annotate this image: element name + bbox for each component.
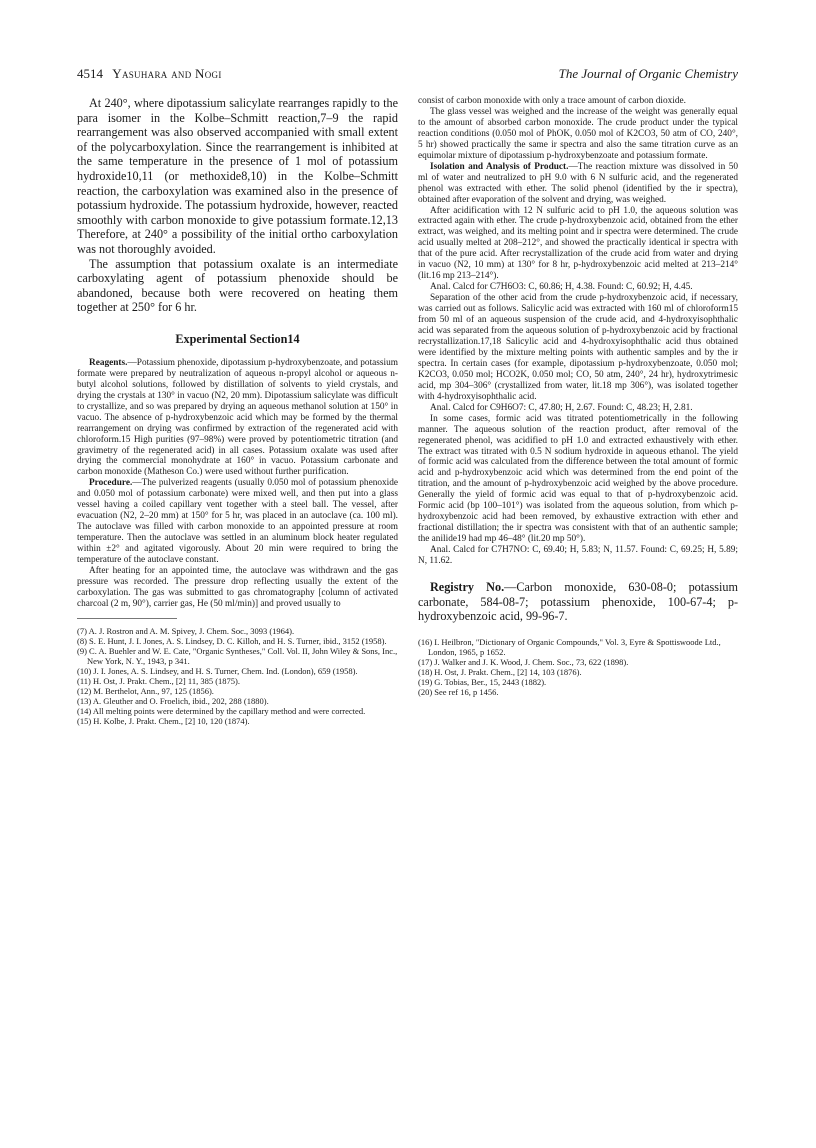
isolation-text: —The reaction mixture was dissolved in 50 ml of water and neutralized to pH 9.0 with 6 N sulfuric acid, and the regenerated phenol was extracted with ether. The solid phenol (identified by the ir spectra), obtained after evaporation of the solvent and drying, was weighed.	[418, 161, 738, 205]
reference-item: (18) H. Ost, J. Prakt. Chem., [2] 14, 103 (1876).	[418, 666, 582, 677]
left-column	[77, 96, 398, 726]
registry-label: Registry No.	[430, 579, 505, 594]
reference-item: (16) I. Heilbron, "Dictionary of Organic Compounds," Vol. 3, Eyre & Spottiswoode Ltd., London, 1965, p 1652.	[418, 636, 721, 657]
reference-item: (17) J. Walker and J. K. Wood, J. Chem. Soc., 73, 622 (1898).	[418, 656, 629, 667]
registry-paragraph	[418, 580, 738, 624]
reference-item: (20) See ref 16, p 1456.	[418, 686, 499, 697]
oxalate-paragraph: The assumption that potassium oxalate is an intermediate carboxylating agent of potassium phenoxide should be abandoned, because both were recovered on heating them together at 250° for 6 hr.	[77, 256, 398, 315]
registry-text: —Carbon monoxide, 630-08-0; potassium carbonate, 584-08-7; potassium phenoxide, 100-67-4; p-hydroxybenzoic acid, 99-96-7.	[418, 579, 739, 624]
glass-vessel-paragraph: The glass vessel was weighed and the increase of the weight was generally equal to the amount of absorbed carbon monoxide. The crude product under the typical reaction conditions (0.050 mol of PhOK, 0.050 mol of K2CO3, 50 atm of CO, 240°, 5 hr) showed practically the same ir spectra and also the same titration curve as an equimolar mixture of dipotassium p-hydroxybenzoate and potassium formate.	[418, 106, 738, 161]
analysis-2: Anal. Calcd for C9H6O7: C, 47.80; H, 2.67. Found: C, 48.23; H, 2.81.	[430, 402, 693, 413]
acidification-paragraph: After acidification with 12 N sulfuric acid to pH 1.0, the aqueous solution was extracted again with ether. The crude p-hydroxybenzoic acid, obtained from the ether extract, was weighed, and its melting point and ir spectra were determined. The crude acid usually melted at 208–212°, and showed the practically identical ir spectra with that of the pure acid. After recrystallization of the crude acid from water and drying in vacuo (N2, 10 mm) at 130° for 8 hr, p-hydroxybenzoic acid melted at 213–214° (lit.16 mp 213–214°).	[418, 205, 738, 282]
right-column	[418, 96, 738, 697]
isolation-paragraph	[418, 162, 738, 206]
journal-title: The Journal of Organic Chemistry	[558, 66, 738, 81]
footnote-item: (9) C. A. Buehler and W. E. Cate, "Organic Syntheses," Coll. Vol. II, John Wiley & Sons, Inc., New York, N. Y., 1943, p 341.	[77, 645, 398, 666]
intro-paragraph: At 240°, where dipotassium salicylate rearranges rapidly to the para isomer in the Kolbe–Schmitt reaction,7–9 the rapid rearrangement was also observed accompanied with small extent of the polycarboxylation. Since the rearrangement is inhibited at the same temperature in the presence of 1 mol of potassium hydroxide10,11 (or methoxide8,10) in the Kolbe–Schmitt reaction, the carboxylation was examined also in the presence of potassium hydroxide. The potassium hydroxide, however, reacted smoothly with carbon monoxide to give potassium formate.12,13 Therefore, at 240° a possibility of the initial ortho carboxylation was not thoroughly avoided.	[77, 96, 398, 256]
reagents-text: —Potassium phenoxide, dipotassium p-hydroxybenzoate, and potassium formate were prepared by neutralization of aqueous n-propyl alcohol or aqueous n-butyl alcohol solutions, followed by distillation of solvents to yield crystals, and drying the crystals at 130° in vacuo (N2, 20 mm). Dipotassium salicylate was difficult to crystallize, and so was prepared by drying an aqueous methanol solution at 150° in vacuo. The absence of p-hydroxybenzoic acid which may be formed by the thermal rearrangement on drying was confirmed by extraction of the regenerated acid with chloroform.15 High purities (97–98%) were proved by potentiometric titration (and gravimetry of the regenerated acid) in all cases. Potassium oxalate was used after drying the commercial monohydrate at 160° in vacuo. Potassium carbonate and carbon monoxide (Matheson Co.) were used without further purification.	[77, 357, 398, 478]
footnote-item: (14) All melting points were determined by the capillary method and were corrected.	[77, 705, 366, 716]
footnotes	[77, 626, 398, 726]
analysis-3: Anal. Calcd for C7H7NO: C, 69.40; H, 5.83; N, 11.57. Found: C, 69.25; H, 5.89; N, 11.62.	[418, 545, 738, 567]
continuation-paragraph: consist of carbon monoxide with only a trace amount of carbon dioxide.	[418, 96, 686, 106]
procedure-text: —The pulverized reagents (usually 0.050 mol of potassium phenoxide and 0.050 mol of potassium carbonate) were mixed well, and then put into a glass vessel having a coiled capillary vent together with a steel ball. The vessel, after evacuation (N2, 2–20 mm) at 150° for 5 hr, was placed in an autoclave (ca. 100 ml). The autoclave was filled with carbon monoxide to an appointed pressure at room temperature. Then the autoclave was settled in an aluminum block heater regulated within ±2° and agitated vigorously. About 20 min were required to bring the temperature of the autoclave constant.	[77, 478, 398, 566]
references	[418, 637, 738, 697]
isolation-label: Isolation and Analysis of Product.	[430, 161, 569, 172]
footnote-item: (8) S. E. Hunt, J. I. Jones, A. S. Lindsey, D. C. Killoh, and H. S. Turner, ibid., 3152 (1958).	[77, 635, 387, 646]
footnote-divider	[77, 618, 177, 619]
footnote-item: (13) A. Gleuther and O. Froelich, ibid., 202, 288 (1880).	[77, 695, 269, 706]
header-left	[77, 66, 222, 82]
footnote-item: (12) M. Berthelot, Ann., 97, 125 (1856).	[77, 685, 214, 696]
after-heating-paragraph: After heating for an appointed time, the autoclave was withdrawn and the gas pressure was recorded. The pressure drop reflecting usually the extent of the carboxylation. The gas was submitted to gas chromatography [column of activated charcoal (2 m, 90°), carrier gas, He (50 ml/min)] and proved usually to	[77, 566, 398, 609]
running-authors: Yasuhara and Nogi	[112, 66, 222, 81]
analysis-1: Anal. Calcd for C7H6O3: C, 60.86; H, 4.38. Found: C, 60.92; H, 4.45.	[430, 282, 693, 293]
procedure-label: Procedure.	[89, 478, 133, 489]
footnote-item: (7) A. J. Rostron and A. M. Spivey, J. Chem. Soc., 3093 (1964).	[77, 625, 295, 636]
reagents-label: Reagents.	[89, 357, 128, 368]
reference-item: (19) G. Tobias, Ber., 15, 2443 (1882).	[418, 676, 547, 687]
footnote-item: (10) J. I. Jones, A. S. Lindsey, and H. S. Turner, Chem. Ind. (London), 659 (1958).	[77, 665, 358, 676]
procedure-paragraph	[77, 478, 398, 566]
formic-acid-paragraph: In some cases, formic acid was titrated potentiometrically in the following manner. The aqueous solution of the reaction product, after removal of the regenerated phenol, was acidified to pH 1.0 and extracted exhaustively with ether. The extract was titrated with 0.5 N sodium hydroxide in aqueous ethanol. The yield of formic acid was calculated from the difference between the total amount of formic acid and p-hydroxybenzoic acid which was determined from the end point of the titration, and the amount of p-hydroxybenzoic acid weighed by the above procedure. Generally the yield of formic acid was equal to that of p-hydroxybenzoic acid. Formic acid (bp 100–101°) was isolated from the aqueous solution, from which p-hydroxybenzoic acid had been removed, by exhaustive extraction with ether and fractional distillation; the ir spectra was consistent with that of an authentic sample; the anilide19 had mp 46–48° (lit.20 mp 50°).	[418, 413, 738, 545]
separation-paragraph: Separation of the other acid from the crude p-hydroxybenzoic acid, if necessary, was carried out as follows. Salicylic acid was extracted with 160 ml of chloroform15 from 50 ml of an aqueous suspension of the crude acid, and 4-hydroxyisophthalic acid was separated from the aqueous solution of p-hydroxybenzoic acid by fractional recrystallization.17,18 Salicylic acid and 4-hydroxyisophthalic acid thus obtained were identified by the mixture melting points with authentic samples and by the ir spectra. In certain cases (for example, dipotassium p-hydroxybenzoate, 0.050 mol; K2CO3, 0.050 mol; HCO2K, 0.050 mol; CO, 50 atm, 240°, 24 hr), hydroxytrimesic acid, mp 304–306° (crystallized from water, lit.18 mp 306°), was isolated together with 4-hydroxyisophthalic acid.	[418, 293, 738, 402]
reagents-paragraph	[77, 358, 398, 478]
page-number: 4514	[77, 66, 103, 81]
section-heading: Experimental Section14	[175, 331, 300, 346]
page-header	[77, 66, 738, 84]
footnote-item: (11) H. Ost, J. Prakt. Chem., [2] 11, 385 (1875).	[77, 675, 240, 686]
footnote-item: (15) H. Kolbe, J. Prakt. Chem., [2] 10, 120 (1874).	[77, 715, 250, 726]
